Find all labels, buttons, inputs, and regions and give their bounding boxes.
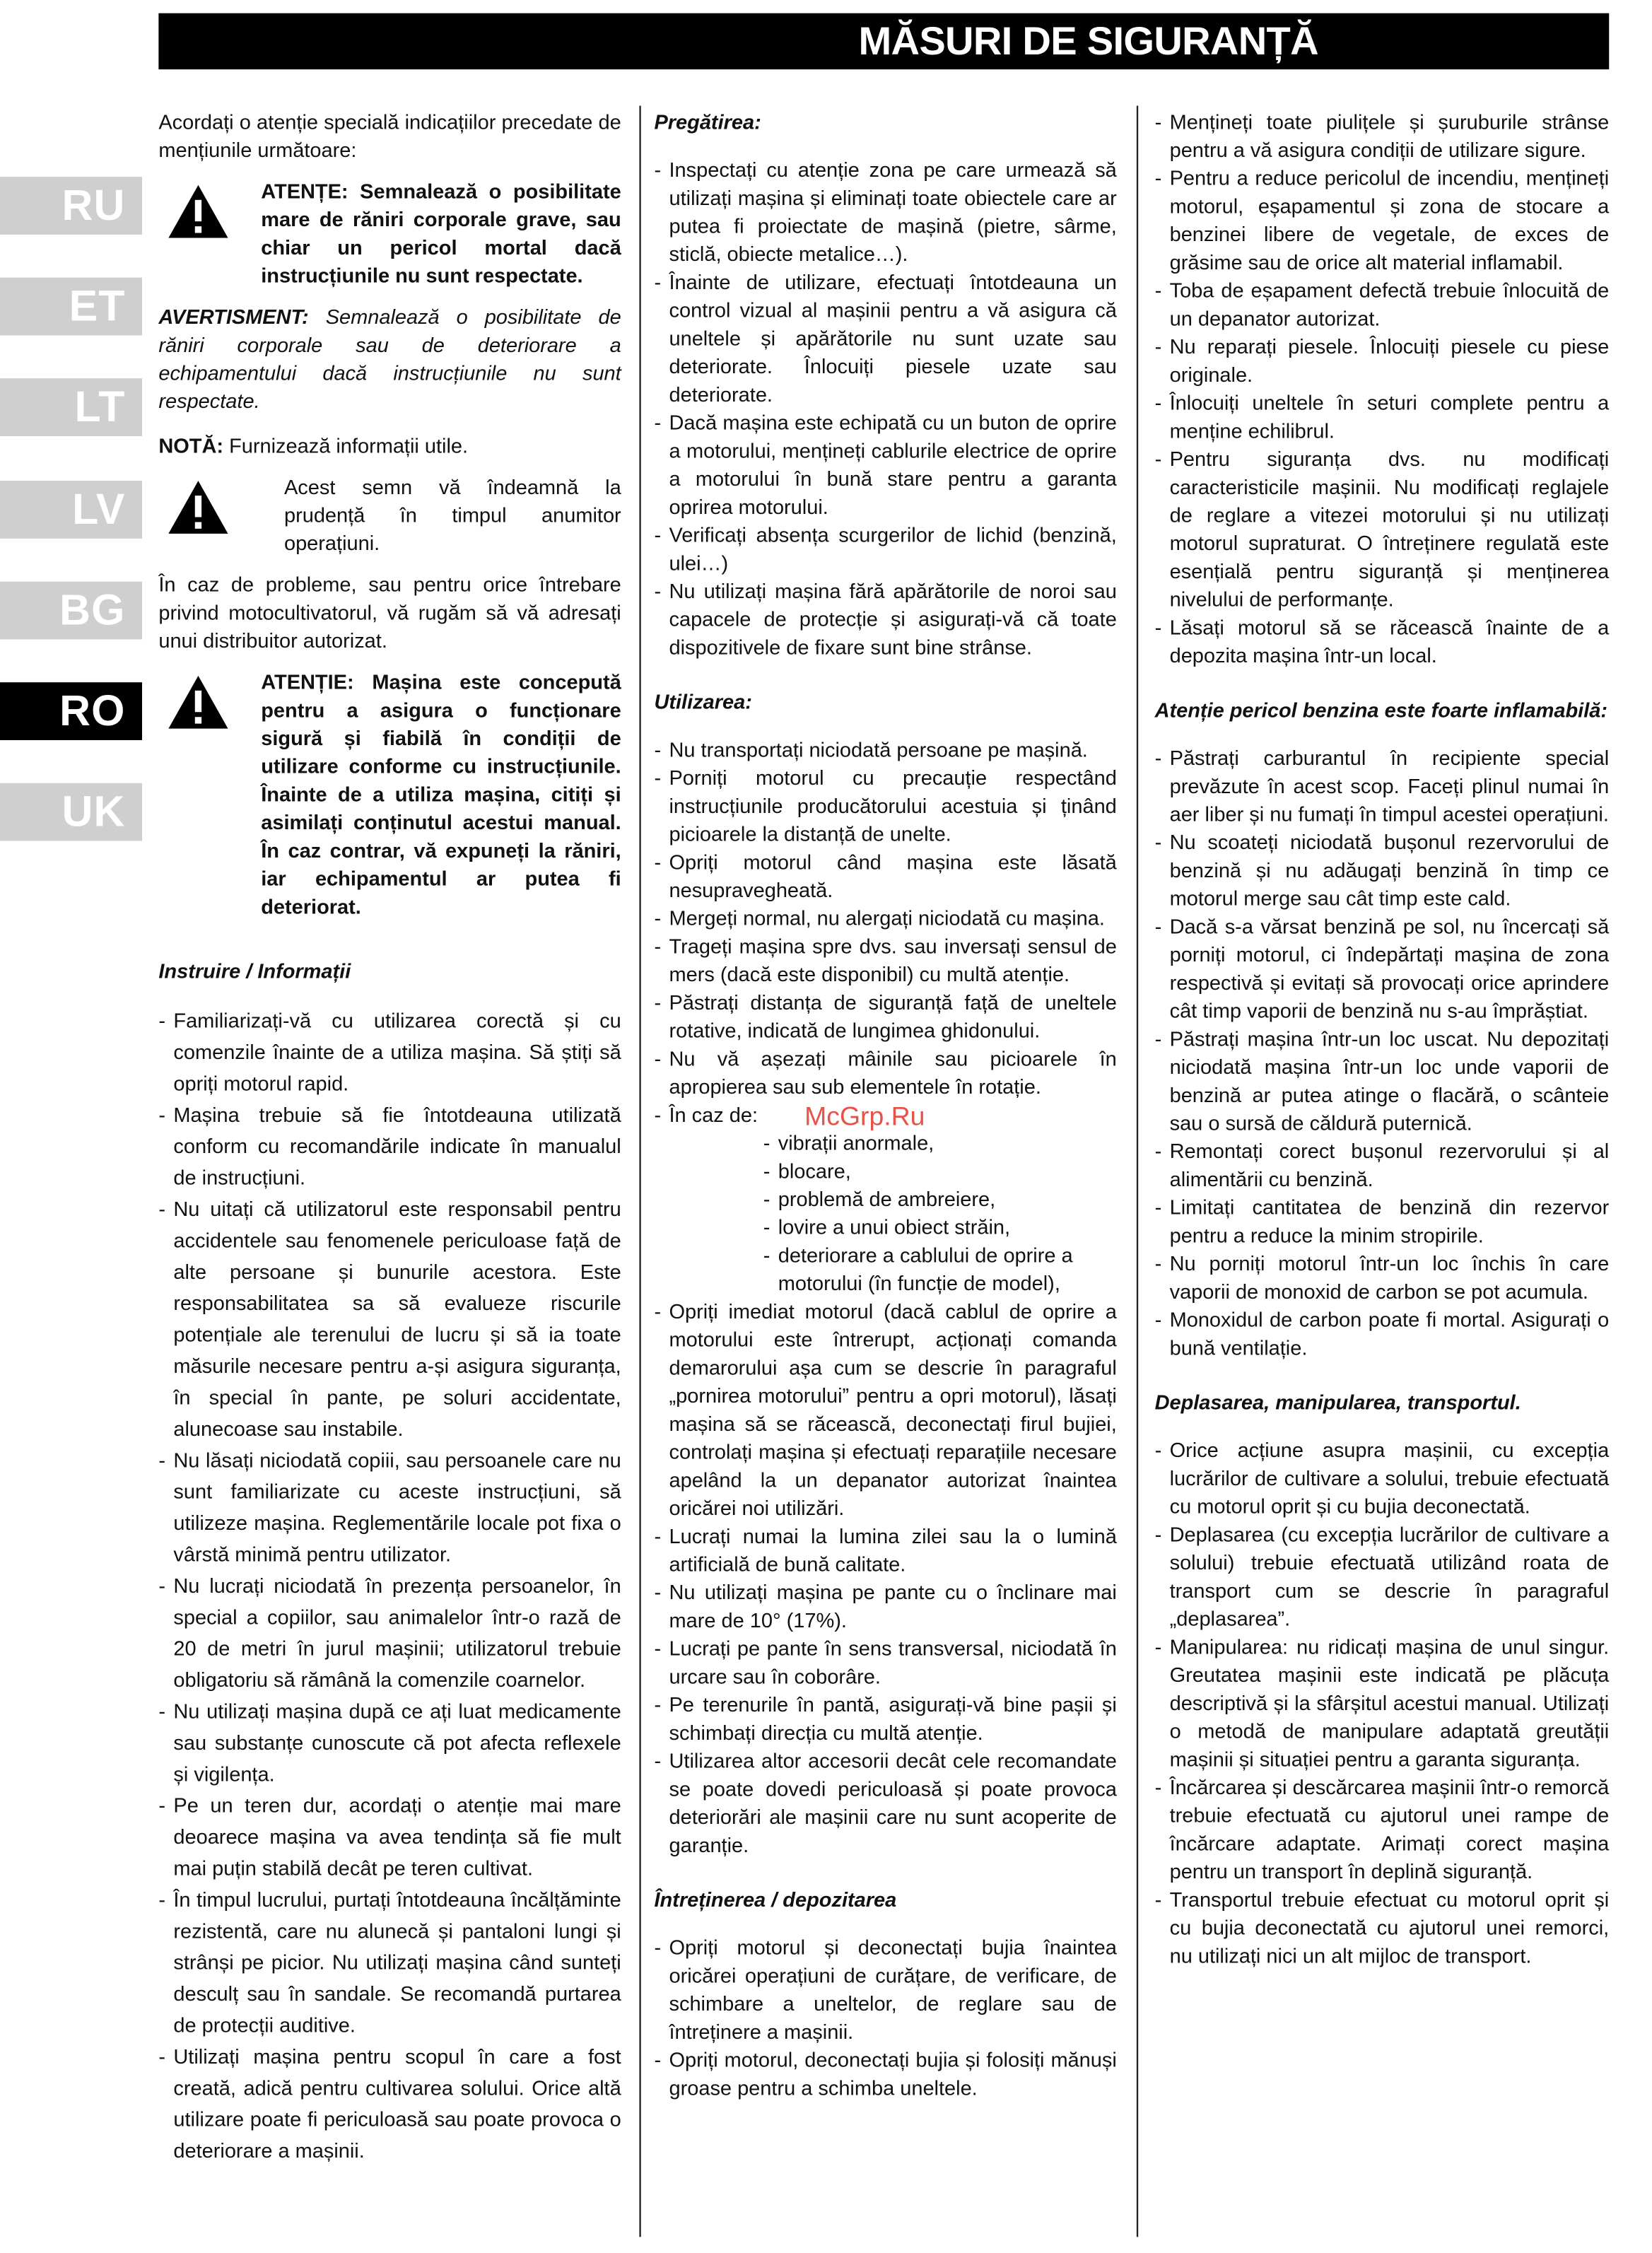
avertisment-label: AVERTISMENT:	[158, 305, 309, 329]
list-item: - Utilizarea altor accesorii decât cele recomandate se poate dovedi periculoasă și poate provoca deteriorări ale mașinii care nu sunt acoperite de garanție.	[654, 1748, 1116, 1861]
list-item: - Pentru a reduce pericolul de incendiu, mențineți motorul, eșapamentul și zona de stocare a benzinei libere de vegetale, de exces de grăsime sau de orice alt material inflamabil.	[1155, 165, 1610, 278]
list-item: - Mențineți toate piulițele și șuruburile strânse pentru a vă asigura condiții de utilizare sigure.	[1155, 109, 1610, 165]
list-item: - Nu uitați că utilizatorul este responsabil pentru accidentele sau fenomenele periculoase față de alte persoane și bunurile acestora. Este responsabilitatea sa să evalueze riscurile potențiale ale terenului de lucru și să ia toate măsurile necesare pentru a-și asigura siguranța, în special în pante, pe soluri accidentate, alunecoase sau instabile.	[158, 1195, 621, 1446]
warning-text-3: ATENȚIE: Mașina este concepută pentru a asigura o funcționare sigură și fiabilă în condiții de utilizare conforme cu instrucțiunile. Înainte de a utiliza mașina, citiți și asimilați conținutul acestui manual. În caz contrar, vă expuneți la răniri, iar echipamentul ar putea fi deteriorat.	[261, 670, 621, 919]
language-tab-uk[interactable]	[0, 783, 142, 841]
nota-label: NOTĂ:	[158, 434, 224, 458]
list-item: - Orice acțiune asupra mașinii, cu excepția lucrărilor de cultivare a solului, trebuie efectuată cu motorul oprit și cu bujia deconectată.	[1155, 1437, 1610, 1521]
list-item: - Mașina trebuie să fie întotdeauna utilizată conform cu recomandările indicate în manualul de instrucțiuni.	[158, 1100, 621, 1194]
list-item: - Lucrați numai la lumina zilei sau la o lumină artificială de bună calitate.	[654, 1523, 1116, 1579]
avertisment-text: Semnalează o posibilitate de răniri corporale sau de deteriorare a echipamentului dacă instrucțiunile nu sunt respectate.	[158, 305, 621, 414]
section-title-intretinerea: Întreținerea / depozitarea	[654, 1888, 897, 1912]
tab-label: ET	[69, 281, 126, 331]
list-item: - Monoxidul de carbon poate fi mortal. Asigurați o bună ventilație.	[1155, 1307, 1610, 1363]
language-tab-ru[interactable]	[0, 177, 142, 235]
column-divider	[1137, 106, 1138, 2237]
section-title-utilizarea: Utilizarea:	[654, 690, 752, 714]
list-item: - Remontați corect bușonul rezervorului și al alimentării cu benzină.	[1155, 1138, 1610, 1194]
tab-label: RO	[59, 685, 126, 735]
list-item: - Familiarizați-vă cu utilizarea corectă și cu comenzile înainte de a utiliza mașina. Să știți să opriți motorul rapid.	[158, 1006, 621, 1100]
list-item: - Verificați absența scurgerilor de lichid (benzină, ulei…)	[654, 522, 1116, 578]
utilizarea-list-continued	[654, 1299, 1116, 1861]
warning-block-2	[158, 474, 621, 558]
column-divider	[639, 106, 640, 2237]
list-item: - În caz de:	[654, 1102, 1116, 1130]
sub-list-item: - blocare,	[763, 1158, 1117, 1186]
list-item: - Nu utilizați mașina pe pante cu o înclinare mai mare de 10° (17%).	[654, 1579, 1116, 1635]
warning-text-2: Acest semn vă îndeamnă la prudență în timpul anumitor operațiuni.	[283, 476, 621, 556]
list-item: - Păstrați distanța de siguranță față de uneltele rotative, indicată de lungimea ghidonului.	[654, 990, 1116, 1046]
warning-triangle-icon	[165, 182, 231, 241]
benzina-list	[1155, 745, 1610, 1363]
utilizarea-list	[654, 737, 1116, 1130]
list-item: - Încărcarea și descărcarea mașinii într-o remorcă trebuie efectuată cu ajutorul unei rampe de încărcare adaptate. Arimați corect mașina pentru un transport în deplină siguranță.	[1155, 1774, 1610, 1887]
sub-list-item: - vibrații anormale,	[763, 1130, 1117, 1159]
language-tab-et[interactable]	[0, 278, 142, 336]
list-item: - Nu utilizați mașina după ce ați luat medicamente sau substanțe cunoscute că pot afecta reflexele și vigilența.	[158, 1697, 621, 1791]
tab-label: BG	[59, 585, 126, 635]
list-item: - Nu porniți motorul într-un loc închis în care vaporii de monoxid de carbon se pot acumula.	[1155, 1251, 1610, 1306]
pregatirea-list	[654, 157, 1116, 662]
list-item: - Transportul trebuie efectuat cu motorul oprit și cu bujia deconectată cu ajutorul unei remorci, nu utilizați nici un alt mijloc de transport.	[1155, 1887, 1610, 1971]
warning-block-3	[158, 669, 621, 922]
language-tab-lv[interactable]	[0, 481, 142, 539]
list-item: - Înainte de utilizare, efectuați întotdeauna un control vizual al mașinii pentru a vă asigura că uneltele și apărătorile nu sunt uzate sau deteriorate. Înlocuiți piesele uzate sau deteriorate.	[654, 269, 1116, 410]
list-item: - Nu reparați piesele. Înlocuiți piesele cu piese originale.	[1155, 334, 1610, 390]
nota-text: Furnizează informații utile.	[223, 434, 469, 458]
list-item: - Manipularea: nu ridicați mașina de unul singur. Greutatea mașinii este indicată pe plăcuța descriptivă și la sfârșitul acestui manual. Utilizați o metodă de manipulare adaptată greutății mașinii și situației pentru a garanta siguranța.	[1155, 1634, 1610, 1774]
list-item: - Lăsați motorul să se răcească înainte de a depozita mașina într-un local.	[1155, 614, 1610, 670]
list-item: - Dacă mașina este echipată cu un buton de oprire a motorului, mențineți cablurile electrice de oprire a motorului în bună stare pentru a garanta oprirea motorului.	[654, 410, 1116, 522]
sub-list-item: - deteriorare a cablului de oprire a motorului (în funcție de model),	[763, 1242, 1117, 1298]
list-item: - Opriți motorul când mașina este lăsată nesupravegheată.	[654, 849, 1116, 905]
tab-label: UK	[61, 786, 126, 836]
sub-list-item: - lovire a unui obiect străin,	[763, 1215, 1117, 1243]
list-item: - Păstrați carburantul în recipiente special prevăzute în acest scop. Faceți plinul numai în aer liber și nu fumați în timpul acestei operațiuni.	[1155, 745, 1610, 829]
nota-paragraph	[158, 433, 621, 461]
list-item: - Nu lucrați niciodată în prezența persoanelor, în special a copiilor, sau animalelor într-o rază de 20 de metri în jurul mașinii; utilizatorul trebuie obligatoriu să rămână la comenzile coarnelor.	[158, 1571, 621, 1697]
page-title: MĂSURI DE SIGURANȚĂ	[858, 20, 1318, 65]
list-item: - Limitați cantitatea de benzină din rezervor pentru a reduce la minim stropirile.	[1155, 1195, 1610, 1251]
list-item: - Dacă s-a vărsat benzină pe sol, nu încercați să porniți motorul, ci îndepărtați mașina de zona respectivă și evitați să provocați orice aprindere cât timp vaporii de benzină nu s-au împrăștiat.	[1155, 913, 1610, 1026]
tab-label: LV	[72, 484, 126, 534]
list-item: - Păstrați mașina într-un loc uscat. Nu depozitați niciodată mașina într-un loc unde vaporii de benzină ar putea atinge o flacără, o scânteie sau o sursă de căldură puternică.	[1155, 1026, 1610, 1138]
list-item: - Pe un teren dur, acordați o atenție mai mare deoarece mașina va avea tendința să fie mult mai puțin stabilă decât pe teren cultivat.	[158, 1791, 621, 1885]
instruire-list	[158, 1006, 621, 2167]
list-item: - Toba de eșapament defectă trebuie înlocuită de un depanator autorizat.	[1155, 278, 1610, 334]
list-item: - Opriți motorul și deconectați bujia înaintea oricărei operațiuni de curățare, de verificare, de schimbare a uneltelor, de reglare sau de întreținere a mașinii.	[654, 1935, 1116, 2047]
list-item: - În timpul lucrului, purtați întotdeauna încălțăminte rezistentă, care nu alunecă și pantaloni lungi și strânși pe picior. Nu utilizați mașina când sunteți desculț sau în sandale. Se recomandă purtarea de protecții auditive.	[158, 1885, 621, 2042]
watermark-text: McGrp.Ru	[804, 1104, 925, 1132]
sub-list-item: - problemă de ambreiere,	[763, 1186, 1117, 1215]
section-title-pregatirea: Pregătirea:	[654, 110, 761, 134]
section-title-benzina: Atenție pericol benzina este foarte inflamabilă:	[1154, 698, 1608, 722]
list-item: - Nu vă așezați mâinile sau picioarele în apropierea sau sub elementele în rotație.	[654, 1046, 1116, 1101]
section-title-deplasarea: Deplasarea, manipularea, transportul.	[1154, 1391, 1521, 1415]
list-item: - Utilizați mașina pentru scopul în care a fost creată, adică pentru cultivarea solului. Orice altă utilizare poate fi periculoasă sau poate provoca o deteriorare a mașinii.	[158, 2042, 621, 2168]
list-item: - Deplasarea (cu excepția lucrărilor de cultivare a solului) trebuie efectuată utilizând roata de transport cum se descrie în paragraful „deplasarea”.	[1155, 1521, 1610, 1634]
intretinerea-list-continued	[1155, 109, 1610, 671]
list-item: - Pe terenurile în pantă, asigurați-vă bine pașii și schimbați direcția cu multă atenție.	[654, 1692, 1116, 1748]
list-item: - Nu lăsați niciodată copiii, sau persoanele care nu sunt familiarizate cu aceste instrucțiuni, să utilizeze mașina. Reglementările locale pot fixa o vârstă minimă pentru utilizator.	[158, 1446, 621, 1572]
deplasarea-list	[1155, 1437, 1610, 1971]
language-tab-ro[interactable]	[0, 682, 142, 740]
column-3	[1155, 109, 1610, 1971]
in-caz-de-sublist	[654, 1130, 1116, 1299]
language-tab-bg[interactable]	[0, 582, 142, 640]
tab-label: LT	[74, 381, 126, 431]
warning-text-1: ATENȚE: Semnalează o posibilitate mare de răniri corporale grave, sau chiar un pericol mortal dacă instrucțiunile nu sunt respectate.	[261, 180, 621, 288]
column-1	[158, 109, 621, 2167]
list-item: - Nu utilizați mașina fără apărătorile de noroi sau capacele de protecție și asigurați-vă că toate dispozitivele de fixare sunt bine strânse.	[654, 578, 1116, 662]
list-item: - Trageți mașina spre dvs. sau inversați sensul de mers (dacă este disponibil) cu multă atenție.	[654, 933, 1116, 989]
warning-block-1	[158, 178, 621, 291]
list-item: - Pentru siguranța dvs. nu modificați caracteristicile mașinii. Nu modificați reglajele de reglare a vitezei motorului și nu utilizați motorul supraturat. O întreținere regulată este esențială pentru siguranță și menținerea nivelului de performanțe.	[1155, 446, 1610, 614]
list-item: - Înlocuiți uneltele în seturi complete pentru a menține echilibrul.	[1155, 390, 1610, 446]
list-item: - Inspectați cu atenție zona pe care urmează să utilizați mașina și eliminați toate obiectele care ar putea fi proiectate de mașină (pietre, sârme, sticlă, obiecte metalice…).	[654, 157, 1116, 269]
problems-text: În caz de probleme, sau pentru orice întrebare privind motocultivatorul, vă rugăm să vă adresați unui distribuitor autorizat.	[158, 573, 621, 653]
tab-label: RU	[61, 180, 126, 230]
list-item: - Mergeți normal, nu alergați niciodată cu mașina.	[654, 906, 1116, 934]
section-title-instruire: Instruire / Informații	[158, 959, 351, 983]
avertisment-paragraph	[158, 304, 621, 416]
list-item: - Opriți imediat motorul (dacă cablul de oprire a motorului este întrerupt, acționați comanda demarorului așa cum se descrie în paragraful „pornirea motorului” pentru a opri motorul), lăsați mașina să se răcească, deconectați firul bujiei, controlați mașina și efectuați reparațiile necesare apelând la un depanator autorizat înaintea oricărei noi utilizări.	[654, 1299, 1116, 1523]
intro-text: Acordați o atenție specială indicațiilor precedate de mențiunile următoare:	[158, 110, 621, 163]
language-tab-lt[interactable]	[0, 378, 142, 436]
list-item: - Porniți motorul cu precauție respectând instrucțiunile producătorului acestuia și ținând picioarele la distanță de unelte.	[654, 765, 1116, 849]
list-item: - Nu transportați niciodată persoane pe mașină.	[654, 737, 1116, 765]
warning-triangle-icon	[165, 672, 231, 732]
list-item: - Lucrați pe pante în sens transversal, niciodată în urcare sau în coborâre.	[654, 1636, 1116, 1692]
title-bar	[158, 13, 1609, 69]
list-item: - Opriți motorul, deconectați bujia și folosiți mănuși groase pentru a schimba uneltele.	[654, 2047, 1116, 2103]
intretinerea-list	[654, 1935, 1116, 2103]
warning-triangle-icon	[165, 477, 231, 537]
list-item: - Nu scoateți niciodată bușonul rezervorului de benzină și nu adăugați benzină în timp ce motorul merge sau cât timp este cald.	[1155, 829, 1610, 913]
